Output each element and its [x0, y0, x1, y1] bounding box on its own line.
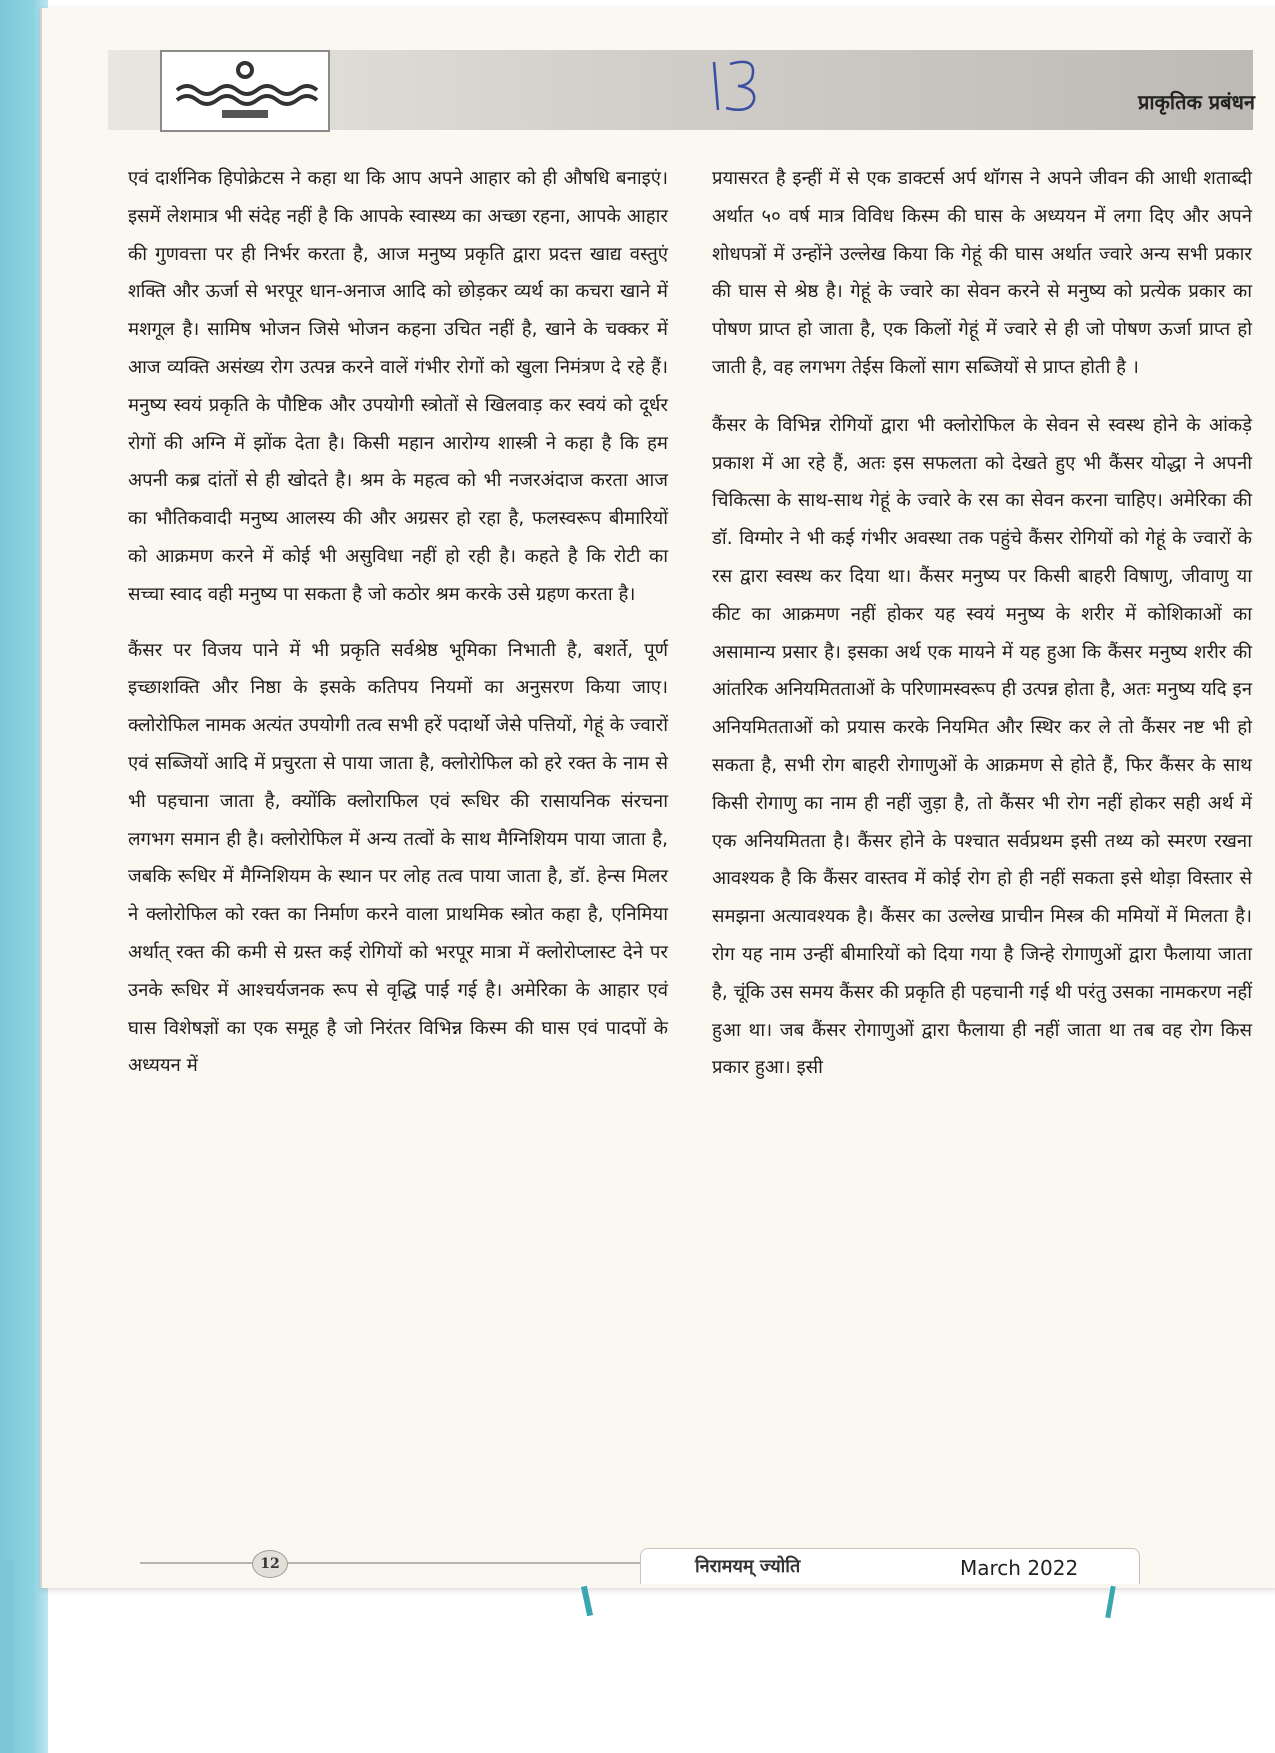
left-column: [128, 160, 668, 1103]
handwritten-page-mark: [700, 52, 780, 122]
scan-edge-strip-bottom: [0, 1560, 14, 1753]
paragraph: कैंसर पर विजय पाने में भी प्रकृति सर्वश्रेष्ठ भूमिका निभाती है, बशर्ते, पूर्ण इच्छाशक्ति और निष्ठा के इसके कतिपय नियमों का अनुसरण किया जाए। क्लोरोफिल नामक अत्यंत उपयोगी तत्व सभी हरें पदार्थो जेसे पत्तियों, गेहूं के ज्वारों एवं सब्जियों आदि में प्रचुरता से पाया जाता है, क्लोरोफिल को हरे रक्त के नाम से भी पहचाना जाता है, क्योंकि क्लोराफिल एवं रूधिर की रासायनिक संरचना लगभग समान ही है। क्लोरोफिल में अन्य तत्वों के साथ मैग्निशियम पाया जाता है, जबकि रूधिर में मैग्निशियम के स्थान पर लोह तत्व पाया जाता है, डॉ. हेन्स मिलर ने क्लोरोफिल को रक्त का निर्माण करने वाला प्राथमिक स्त्रोत कहा है, एनिमिया अर्थात् रक्त की कमी से ग्रस्त कई रोगियों को भरपूर मात्रा में क्लोरोप्लास्ट देने पर उनके रूधिर में आश्चर्यजनक रूप से वृद्धि पाई गई है। अमेरिका के आहार एवं घास विशेषज्ञों का एक समूह है जो निरंतर विभिन्न किस्म की घास एवं पादपों के अध्ययन में: [128, 639, 668, 1077]
page-number: 12: [252, 1550, 288, 1578]
paragraph: कैंसर के विभिन्न रोगियों द्वारा भी क्लोरोफिल के सेवन से स्वस्थ होने के आंकड़े प्रकाश में आ रहे हैं, अतः इस सफलता को देखते हुए भी कैंसर योद्धा ने अपनी चिकित्सा के साथ-साथ गेहूं के ज्वारे के रस का सेवन करना चाहिए। अमेरिका की डॉ. विग्मोर ने भी कई गंभीर अवस्था तक पहुंचे कैंसर रोगियों को गेहूं के ज्वारों के रस द्वारा स्वस्थ कर दिया था। कैंसर मनुष्य पर किसी बाहरी विषाणु, जीवाणु या कीट का आक्रमण नहीं होकर यह स्वयं मनुष्य के शरीर में कोशिकाओं का असामान्य प्रसार है। इसका अर्थ एक मायने में यह हुआ कि कैंसर मनुष्य शरीर की आंतरिक अनियमितताओं के परिणामस्वरूप ही उत्पन्न होता है, अतः मनुष्य यदि इन अनियमितताओं को प्रयास करके नियमित और स्थिर कर ले तो कैंसर नष्ट भी हो सकता है, सभी रोग बाहरी रोगाणुओं के आक्रमण से होते हैं, फिर कैंसर के साथ किसी रोगाणु का नाम ही नहीं जुड़ा है, तो कैंसर भी रोग नहीं होकर सही अर्थ में एक अनियमितता है। कैंसर होने के पश्चात सर्वप्रथम इसी तथ्य को स्मरण रखना आवश्यक है कि कैंसर वास्तव में कोई रोग हो ही नहीं सकता इसे थोड़ा विस्तार से समझना अत्यावश्यक है। कैंसर का उल्लेख प्राचीन मिस्त्र की ममियों में मिलता है। रोग यह नाम उन्हीं बीमारियों को दिया गया है जिन्हे रोगाणुओं द्वारा फैलाया जाता है, चूंकि उस समय कैंसर की प्रकृति ही पहचानी गई थी परंतु उसका नामकरण नहीं हुआ था। जब कैंसर रोगाणुओं द्वारा फैलाया ही नहीं जाता था तब वह रोग किस प्रकार हुआ। इसी: [712, 414, 1252, 1079]
issue-date: March 2022: [960, 1556, 1079, 1580]
section-title: प्राकृतिक प्रबंधन: [1137, 90, 1255, 114]
scan-tab-mark: [581, 1586, 593, 1617]
journal-name: निरामयम् ज्योति: [695, 1556, 801, 1577]
right-column: [712, 160, 1252, 1105]
scan-tab-mark: [1105, 1586, 1115, 1618]
paragraph: प्रयासरत है इन्हीं में से एक डाक्टर्स अर्प थॉगस ने अपने जीवन की आधी शताब्दी अर्थात ५० वर्ष मात्र विविध किस्म की घास के अध्ययन में लगा दिए और अपने शोधपत्रों में उन्होंने उल्लेख किया कि गेहूं की घास अर्थात ज्वारे अन्य सभी प्रकार की घास से श्रेष्ठ है। गेहूं के ज्वारे का सेवन करने से मनुष्य को प्रत्येक प्रकार का पोषण प्राप्त हो जाता है, एक किलों गेहूं में ज्वारे से ही जो पोषण ऊर्जा प्राप्त हो जाती है, वह लगभग तेईस किलों साग सब्जियों से प्राप्त होती है ।: [712, 168, 1252, 378]
magazine-logo: [160, 50, 330, 132]
sun-over-waves-logo-icon: [162, 52, 328, 130]
paragraph: एवं दार्शनिक हिपोक्रेटस ने कहा था कि आप अपने आहार को ही औषधि बनाइएं। इसमें लेशमात्र भी संदेह नहीं है कि आपके स्वास्थ्य का अच्छा रहना, आपके आहार की गुणवत्ता पर ही निर्भर करता है, आज मनुष्य प्रकृति द्वारा प्रदत्त खाद्य वस्तुएं शक्ति और ऊर्जा से भरपूर धान-अनाज आदि को छोड़कर व्यर्थ का कचरा खाने में मशगूल है। सामिष भोजन जिसे भोजन कहना उचित नहीं है, खाने के चक्कर में आज व्यक्ति असंख्य रोग उत्पन्न करने वालें गंभीर रोगों को खुला निमंत्रण दे रहे हैं। मनुष्य स्वयं प्रकृति के पौष्टिक और उपयोगी स्त्रोतों से खिलवाड़ कर स्वयं को दूर्धर रोगों की अग्नि में झोंक देता है। किसी महान आरोग्य शास्त्री ने कहा है कि हम अपनी कब्र दांतों से ही खोदते है। श्रम के महत्व को भी नजरअंदाज करता आज का भौतिकवादी मनुष्य आलस्य की और अग्रसर हो रहा है, फलस्वरूप बीमारियों को आक्रमण करने में कोई भी असुविधा नहीं हो रही है। कहते है कि रोटी का सच्चा स्वाद वही मनुष्य पा सकता है जो कठोर श्रम करके उसे ग्रहण करता है।: [128, 168, 668, 605]
